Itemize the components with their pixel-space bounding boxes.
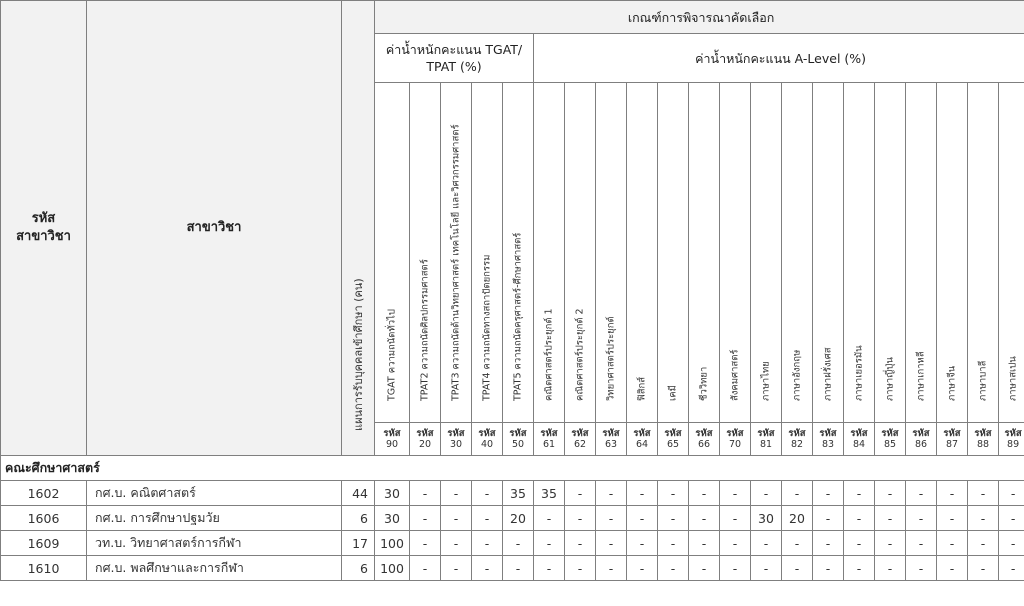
subject-header <box>472 83 503 423</box>
subject-code-number: 85 <box>883 439 897 450</box>
subject-code-number: 84 <box>852 439 866 450</box>
subject-name: ภาษาสเปน <box>1007 356 1019 401</box>
weight-cell: - <box>689 556 720 581</box>
subject-code-number: 70 <box>728 439 742 450</box>
subject-code <box>596 423 627 456</box>
major-name-cell: วท.บ. วิทยาศาสตร์การกีฬา <box>87 531 342 556</box>
subject-name: ภาษาจีน <box>946 365 958 401</box>
subject-code-label: รหัส <box>571 428 589 439</box>
selection-criteria-header: เกณฑ์การพิจารณาคัดเลือก <box>375 1 1024 34</box>
weight-cell: - <box>720 531 751 556</box>
weight-cell: - <box>503 556 534 581</box>
weight-cell: - <box>565 556 596 581</box>
subject-code-number: 82 <box>790 439 804 450</box>
subject-header <box>751 83 782 423</box>
subject-code <box>410 423 441 456</box>
subject-code-number: 62 <box>573 439 587 450</box>
weight-cell: - <box>813 481 844 506</box>
weight-cell: - <box>999 506 1024 531</box>
weight-cell: - <box>596 506 627 531</box>
subject-code-label: รหัส <box>943 428 961 439</box>
weight-cell: - <box>472 531 503 556</box>
major-name-cell: กศ.บ. การศึกษาปฐมวัย <box>87 506 342 531</box>
subject-code <box>689 423 720 456</box>
weight-cell: - <box>658 506 689 531</box>
weight-cell: - <box>813 556 844 581</box>
weight-cell: - <box>627 556 658 581</box>
subject-name: คณิตศาสตร์ประยุกต์ 2 <box>574 308 586 401</box>
subject-code <box>441 423 472 456</box>
subject-header <box>689 83 720 423</box>
subject-header <box>968 83 999 423</box>
admission-plan-cell: 6 <box>342 506 375 531</box>
weight-cell: - <box>627 481 658 506</box>
weight-cell: - <box>937 531 968 556</box>
admission-plan-cell: 6 <box>342 556 375 581</box>
weight-cell: - <box>689 531 720 556</box>
weight-cell: - <box>472 506 503 531</box>
weight-cell: - <box>658 481 689 506</box>
weight-cell: - <box>968 506 999 531</box>
weight-cell: - <box>441 481 472 506</box>
subject-code <box>968 423 999 456</box>
subject-code <box>565 423 596 456</box>
subject-header <box>999 83 1024 423</box>
weight-cell: - <box>720 506 751 531</box>
weight-cell: - <box>689 481 720 506</box>
subject-name: สังคมศาสตร์ <box>729 349 741 401</box>
subject-code <box>503 423 534 456</box>
subject-code-number: 83 <box>821 439 835 450</box>
weight-cell: - <box>410 556 441 581</box>
subject-code <box>906 423 937 456</box>
weight-cell: - <box>565 506 596 531</box>
subject-code-label: รหัส <box>1004 428 1022 439</box>
subject-code-label: รหัส <box>788 428 806 439</box>
table-row <box>1 506 1024 531</box>
alevel-weight-header: ค่าน้ำหนักคะแนน A-Level (%) <box>534 34 1024 83</box>
weight-cell: - <box>689 506 720 531</box>
subject-header <box>658 83 689 423</box>
subject-name: ภาษาบาลี <box>977 360 989 401</box>
admission-plan-header <box>342 1 375 456</box>
subject-code <box>534 423 565 456</box>
weight-cell: - <box>875 556 906 581</box>
weight-cell: - <box>534 506 565 531</box>
weight-cell: 30 <box>751 506 782 531</box>
subject-code <box>658 423 689 456</box>
weight-cell: - <box>968 481 999 506</box>
subject-code-label: รหัส <box>695 428 713 439</box>
weight-cell: - <box>627 506 658 531</box>
weight-cell: - <box>813 506 844 531</box>
weight-cell: - <box>565 531 596 556</box>
subject-header <box>627 83 658 423</box>
weight-cell: - <box>472 481 503 506</box>
subject-code-label: รหัส <box>912 428 930 439</box>
weight-cell: - <box>627 531 658 556</box>
subject-header <box>906 83 937 423</box>
subject-code <box>751 423 782 456</box>
major-code-cell: 1606 <box>1 506 87 531</box>
weight-cell: - <box>906 556 937 581</box>
subject-header <box>875 83 906 423</box>
subject-code-label: รหัส <box>726 428 744 439</box>
subject-name: วิทยาศาสตร์ประยุกต์ <box>605 316 617 401</box>
subject-code-label: รหัส <box>664 428 682 439</box>
subject-code-number: 86 <box>914 439 928 450</box>
major-name-header: สาขาวิชา <box>87 1 342 456</box>
weight-cell: - <box>534 531 565 556</box>
major-code-cell: 1609 <box>1 531 87 556</box>
weight-cell: - <box>534 556 565 581</box>
subject-code-label: รหัส <box>509 428 527 439</box>
weight-cell: - <box>844 556 875 581</box>
subject-code <box>720 423 751 456</box>
subject-code-label: รหัส <box>819 428 837 439</box>
weight-cell: - <box>906 481 937 506</box>
subject-code-number: 87 <box>945 439 959 450</box>
weight-cell: - <box>782 556 813 581</box>
weight-cell: 35 <box>503 481 534 506</box>
subject-code-label: รหัส <box>974 428 992 439</box>
weight-cell: - <box>937 556 968 581</box>
weight-cell: - <box>999 481 1024 506</box>
weight-cell: - <box>441 531 472 556</box>
weight-cell: - <box>720 556 751 581</box>
weight-cell: - <box>410 506 441 531</box>
weight-cell: - <box>968 531 999 556</box>
subject-code-number: 88 <box>976 439 990 450</box>
subject-code-number: 89 <box>1007 439 1020 450</box>
subject-code-label: รหัส <box>478 428 496 439</box>
subject-code <box>375 423 410 456</box>
major-name-cell: กศ.บ. คณิตศาสตร์ <box>87 481 342 506</box>
subject-code-number: 50 <box>511 439 525 450</box>
subject-code-label: รหัส <box>416 428 434 439</box>
weight-cell: - <box>596 556 627 581</box>
subject-code-number: 40 <box>480 439 494 450</box>
weight-cell: - <box>813 531 844 556</box>
subject-header <box>937 83 968 423</box>
weight-cell: - <box>875 506 906 531</box>
subject-code-number: 61 <box>542 439 556 450</box>
subject-header <box>503 83 534 423</box>
weight-cell: - <box>658 556 689 581</box>
subject-name: TPAT5 ความถนัดครุศาสตร์-ศึกษาศาสตร์ <box>512 232 524 401</box>
subject-code-number: 90 <box>385 439 399 450</box>
weight-cell: - <box>968 556 999 581</box>
subject-name: TGAT ความถนัดทั่วไป <box>386 309 398 401</box>
table-row <box>1 481 1024 506</box>
weight-cell: 30 <box>375 506 410 531</box>
subject-name: คณิตศาสตร์ประยุกต์ 1 <box>543 308 555 401</box>
subject-code <box>844 423 875 456</box>
subject-header <box>410 83 441 423</box>
major-code-cell: 1610 <box>1 556 87 581</box>
subject-code <box>813 423 844 456</box>
subject-code-number: 30 <box>449 439 463 450</box>
subject-code <box>782 423 813 456</box>
weight-cell: - <box>875 531 906 556</box>
subject-name: ภาษาเยอรมัน <box>853 345 865 401</box>
weight-cell: - <box>410 481 441 506</box>
faculty-row: คณะศึกษาศาสตร์ <box>1 456 1024 481</box>
weight-cell: - <box>906 531 937 556</box>
weight-cell: - <box>751 531 782 556</box>
weight-cell: - <box>875 481 906 506</box>
weight-cell: - <box>844 506 875 531</box>
table-row <box>1 556 1024 581</box>
subject-name: TPAT3 ความถนัดด้านวิทยาศาสตร์ เทคโนโลยี และวิศวกรรมศาสตร์ <box>450 124 462 401</box>
subject-code <box>627 423 658 456</box>
subject-name: ภาษาอังกฤษ <box>791 349 803 401</box>
subject-header <box>375 83 410 423</box>
weight-cell: - <box>937 481 968 506</box>
subject-code-label: รหัส <box>850 428 868 439</box>
tgat-tpat-weight-header: ค่าน้ำหนักคะแนน TGAT/ TPAT (%) <box>375 34 534 83</box>
subject-header <box>720 83 751 423</box>
subject-header <box>441 83 472 423</box>
subject-code-label: รหัส <box>881 428 899 439</box>
subject-name: TPAT4 ความถนัดทางสถาปัตยกรรม <box>481 254 493 401</box>
subject-code-label: รหัส <box>602 428 620 439</box>
subject-name: TPAT2 ความถนัดศิลปกรรมศาสตร์ <box>419 259 431 401</box>
subject-code-number: 65 <box>666 439 680 450</box>
weight-cell: - <box>782 531 813 556</box>
subject-code <box>937 423 968 456</box>
subject-header <box>565 83 596 423</box>
subject-header <box>782 83 813 423</box>
weight-cell: 30 <box>375 481 410 506</box>
weight-cell: - <box>751 481 782 506</box>
subject-header <box>813 83 844 423</box>
subject-name: ภาษาฝรั่งเศส <box>822 347 834 401</box>
subject-code-label: รหัส <box>383 428 401 439</box>
weight-cell: 20 <box>503 506 534 531</box>
subject-code-label: รหัส <box>757 428 775 439</box>
weight-cell: - <box>565 481 596 506</box>
weight-cell: - <box>441 556 472 581</box>
subject-code-number: 63 <box>604 439 618 450</box>
subject-code-label: รหัส <box>540 428 558 439</box>
weight-cell: 100 <box>375 556 410 581</box>
major-name-cell: กศ.บ. พลศึกษาและการกีฬา <box>87 556 342 581</box>
subject-code-number: 64 <box>635 439 649 450</box>
subject-code-label: รหัส <box>447 428 465 439</box>
subject-name: ภาษาญี่ปุ่น <box>884 357 896 401</box>
weight-cell: - <box>596 481 627 506</box>
weight-cell: - <box>782 481 813 506</box>
weight-cell: - <box>596 531 627 556</box>
weight-cell: 100 <box>375 531 410 556</box>
admission-plan-label: แผนการรับบุคคลเข้าศึกษา (คน) <box>352 278 365 431</box>
weight-cell: - <box>906 506 937 531</box>
subject-code-number: 66 <box>697 439 711 450</box>
admission-plan-cell: 44 <box>342 481 375 506</box>
subject-name: ฟิสิกส์ <box>636 376 648 401</box>
weight-cell: - <box>441 506 472 531</box>
weight-cell: - <box>999 556 1024 581</box>
subject-code <box>472 423 503 456</box>
subject-code-number: 20 <box>418 439 432 450</box>
weight-cell: - <box>472 556 503 581</box>
weight-cell: - <box>751 556 782 581</box>
subject-name: ชีววิทยา <box>698 366 710 401</box>
weight-cell: - <box>658 531 689 556</box>
subject-header <box>534 83 565 423</box>
subject-name: ภาษาไทย <box>760 361 772 401</box>
major-code-cell: 1602 <box>1 481 87 506</box>
weight-cell: 35 <box>534 481 565 506</box>
subject-name: ภาษาเกาหลี <box>915 351 927 401</box>
subject-code <box>875 423 906 456</box>
subject-code-number: 81 <box>759 439 773 450</box>
weight-cell: 20 <box>782 506 813 531</box>
weight-cell: - <box>999 531 1024 556</box>
table-row <box>1 531 1024 556</box>
subject-header <box>596 83 627 423</box>
weight-cell: - <box>720 481 751 506</box>
weight-cell: - <box>844 481 875 506</box>
weight-cell: - <box>503 531 534 556</box>
subject-code-label: รหัส <box>633 428 651 439</box>
weight-cell: - <box>937 506 968 531</box>
major-code-header: รหัส สาขาวิชา <box>1 1 87 456</box>
weight-cell: - <box>410 531 441 556</box>
subject-name: เคมี <box>667 385 679 401</box>
subject-header <box>844 83 875 423</box>
subject-code <box>999 423 1024 456</box>
admission-plan-cell: 17 <box>342 531 375 556</box>
weight-cell: - <box>844 531 875 556</box>
